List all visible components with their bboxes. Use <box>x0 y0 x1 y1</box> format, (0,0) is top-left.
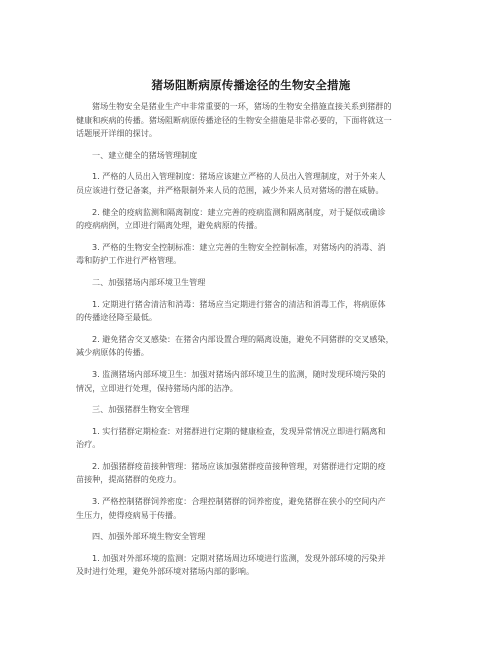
list-item <box>76 495 432 522</box>
section-heading: 二、加强猪场内部环境卫生管理 <box>92 276 206 287</box>
item-line: 及时进行处理，避免外部环境对猪场内部的影响。 <box>76 566 255 577</box>
item-line: 2. 健全的疫病监测和隔离制度：建立完善的疫病监测和隔离制度，对于疑似或确诊 <box>92 206 386 217</box>
document-body <box>76 100 432 587</box>
list-item <box>76 368 432 395</box>
section-heading: 三、加强猪群生物安全管理 <box>92 404 190 415</box>
intro-line: 话题展开详细的探讨。 <box>76 128 157 139</box>
list-item <box>76 460 432 487</box>
list-item <box>76 425 432 452</box>
section-heading: 四、加强外部环境生物安全管理 <box>92 531 206 542</box>
item-line: 的传播途径降至最低。 <box>76 312 157 323</box>
item-line: 1. 定期进行猪舍清洁和消毒：猪场应当定期进行猪舍的清洁和消毒工作，将病原体 <box>92 298 386 309</box>
document-title: 猪场阻断病原传播途径的生物安全措施 <box>151 78 351 92</box>
item-line: 1. 加强对外部环境的监测：定期对猪场周边环境进行监测，发现外部环境的污染并 <box>92 552 386 563</box>
list-item <box>76 298 432 325</box>
item-line: 毒和防护工作进行严格管理。 <box>76 255 182 266</box>
list-item <box>76 241 432 268</box>
item-line: 1. 实行猪群定期检查：对猪群进行定期的健康检查，发现异常情况立即进行隔离和 <box>92 425 386 436</box>
item-line: 员应该进行登记备案，并严格限制外来人员的范围，减少外来人员对猪场的潜在威胁。 <box>76 184 384 195</box>
item-line: 2. 加强猪群疫苗接种管理：猪场应该加强猪群疫苗接种管理，对猪群进行定期的疫 <box>92 460 386 471</box>
list-item <box>76 552 432 579</box>
item-line: 3. 严格控制猪群饲养密度：合理控制猪群的饲养密度，避免猪群在狭小的空间内产 <box>92 496 386 507</box>
item-line: 2. 避免猪舍交叉感染：在猪舍内部设置合理的隔离设施，避免不同猪群的交叉感染， <box>92 333 394 344</box>
intro-paragraph <box>76 100 432 141</box>
item-line: 减少病原体的传播。 <box>76 347 149 358</box>
intro-line: 猪场生物安全是猪业生产中非常重要的一环，猪场的生物安全措施直接关系到猪群的 <box>92 101 392 111</box>
section-heading: 一、建立健全的猪场管理制度 <box>92 149 198 160</box>
item-line: 苗接种，提高猪群的免疫力。 <box>76 474 182 485</box>
item-line: 1. 严格的人员出入管理制度：猪场应该建立严格的人员出入管理制度，对于外来人 <box>92 171 386 182</box>
item-line: 治疗。 <box>76 439 101 450</box>
item-line: 的疫病病例，立即进行隔离处理，避免病原的传播。 <box>76 220 263 231</box>
item-line: 3. 监测猪场内部环境卫生：加强对猪场内部环境卫生的监测，随时发现环境污染的 <box>92 368 386 379</box>
item-line: 3. 严格的生物安全控制标准：建立完善的生物安全控制标准，对猪场内的消毒、消 <box>92 241 386 252</box>
item-line: 生压力，使得疫病易于传播。 <box>76 509 182 520</box>
list-item <box>76 170 432 197</box>
intro-line: 健康和疾病的传播。猪场阻断病原传播途径的生物安全措施是非常必要的，下面将就这一 <box>76 114 392 125</box>
list-item <box>76 206 432 233</box>
list-item <box>76 333 432 360</box>
item-line: 情况，立即进行处理，保持猪场内部的洁净。 <box>76 382 238 393</box>
